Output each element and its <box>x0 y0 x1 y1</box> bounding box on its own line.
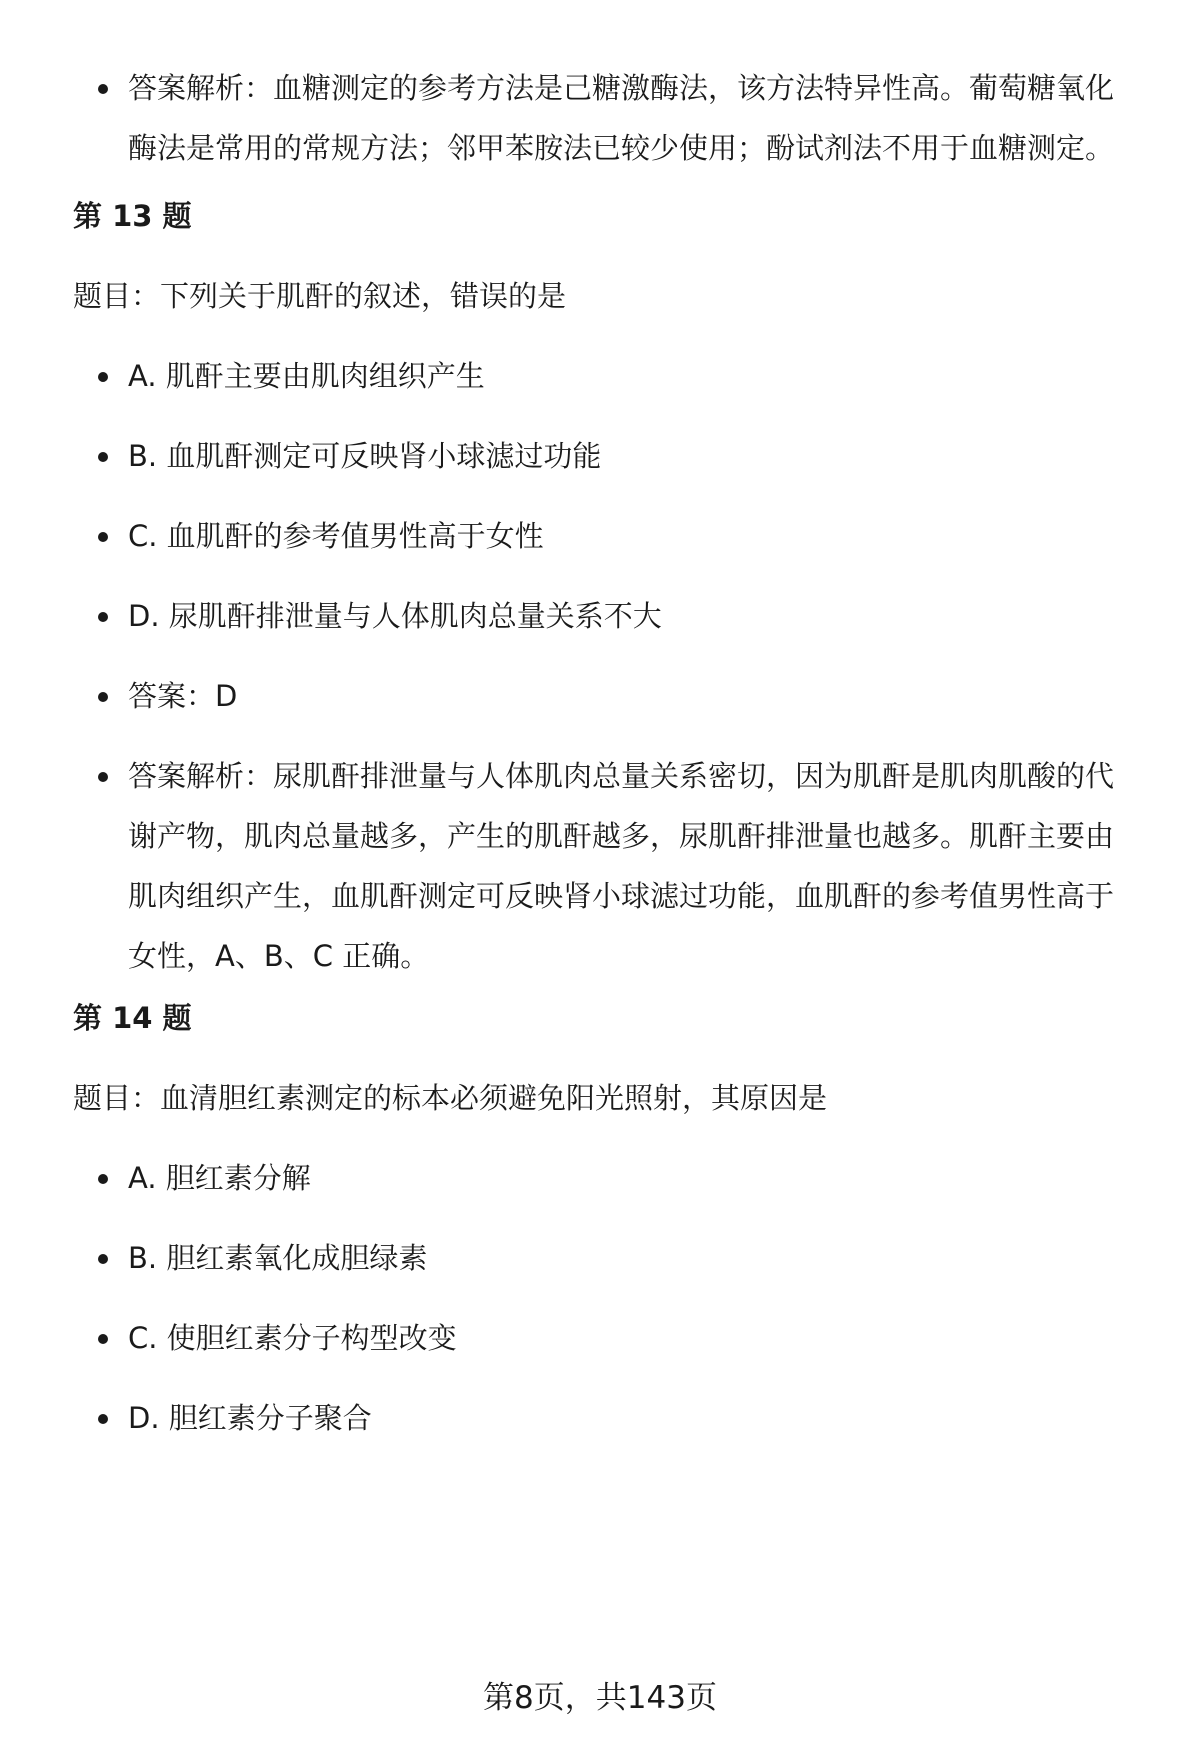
option-text: D. 胆红素分子聚合 <box>128 1401 372 1435</box>
page-number-footer: 第8页，共143页 <box>483 1680 717 1716</box>
question-13-option-b <box>128 426 1138 486</box>
question-14-option-b <box>128 1228 1138 1288</box>
question-14-option-d <box>128 1388 1138 1448</box>
prev-analysis-text: 答案解析：血糖测定的参考方法是己糖激酶法，该方法特异性高。葡萄糖氧化酶法是常用的常规方法；邻甲苯胺法已较少使用；酚试剂法不用于血糖测定。 <box>128 71 1115 165</box>
option-text: A. 胆红素分解 <box>128 1161 311 1195</box>
analysis-text: 答案解析：尿肌酐排泄量与人体肌肉总量关系密切，因为肌酐是肌肉肌酸的代谢产物，肌肉总量越多，产生的肌酐越多，尿肌酐排泄量也越多。肌酐主要由肌肉组织产生，血肌酐测定可反映肾小球滤过功能，血肌酐的参考值男性高于女性，A、B、C 正确。 <box>128 759 1115 973</box>
option-text: C. 血肌酐的参考值男性高于女性 <box>128 519 544 553</box>
question-13-option-a <box>128 346 1138 406</box>
question-14-heading: 第 14 题 <box>73 1001 192 1035</box>
answer-text: 答案：D <box>128 679 238 713</box>
option-text: D. 尿肌酐排泄量与人体肌肉总量关系不大 <box>128 599 662 633</box>
question-13-stem: 题目：下列关于肌酐的叙述，错误的是 <box>73 279 567 313</box>
option-text: B. 血肌酐测定可反映肾小球滤过功能 <box>128 439 602 473</box>
question-14-option-c <box>128 1308 1138 1368</box>
option-text: C. 使胆红素分子构型改变 <box>128 1321 457 1355</box>
question-13-heading: 第 13 题 <box>73 199 192 233</box>
question-13-option-c <box>128 506 1138 566</box>
prev-analysis-item <box>128 58 1138 178</box>
question-14-stem: 题目：血清胆红素测定的标本必须避免阳光照射，其原因是 <box>73 1081 828 1115</box>
question-14-option-a <box>128 1148 1138 1208</box>
question-13-answer <box>128 666 1138 726</box>
option-text: B. 胆红素氧化成胆绿素 <box>128 1241 428 1275</box>
option-text: A. 肌酐主要由肌肉组织产生 <box>128 359 485 393</box>
question-13-option-d <box>128 586 1138 646</box>
question-13-analysis <box>128 746 1138 986</box>
